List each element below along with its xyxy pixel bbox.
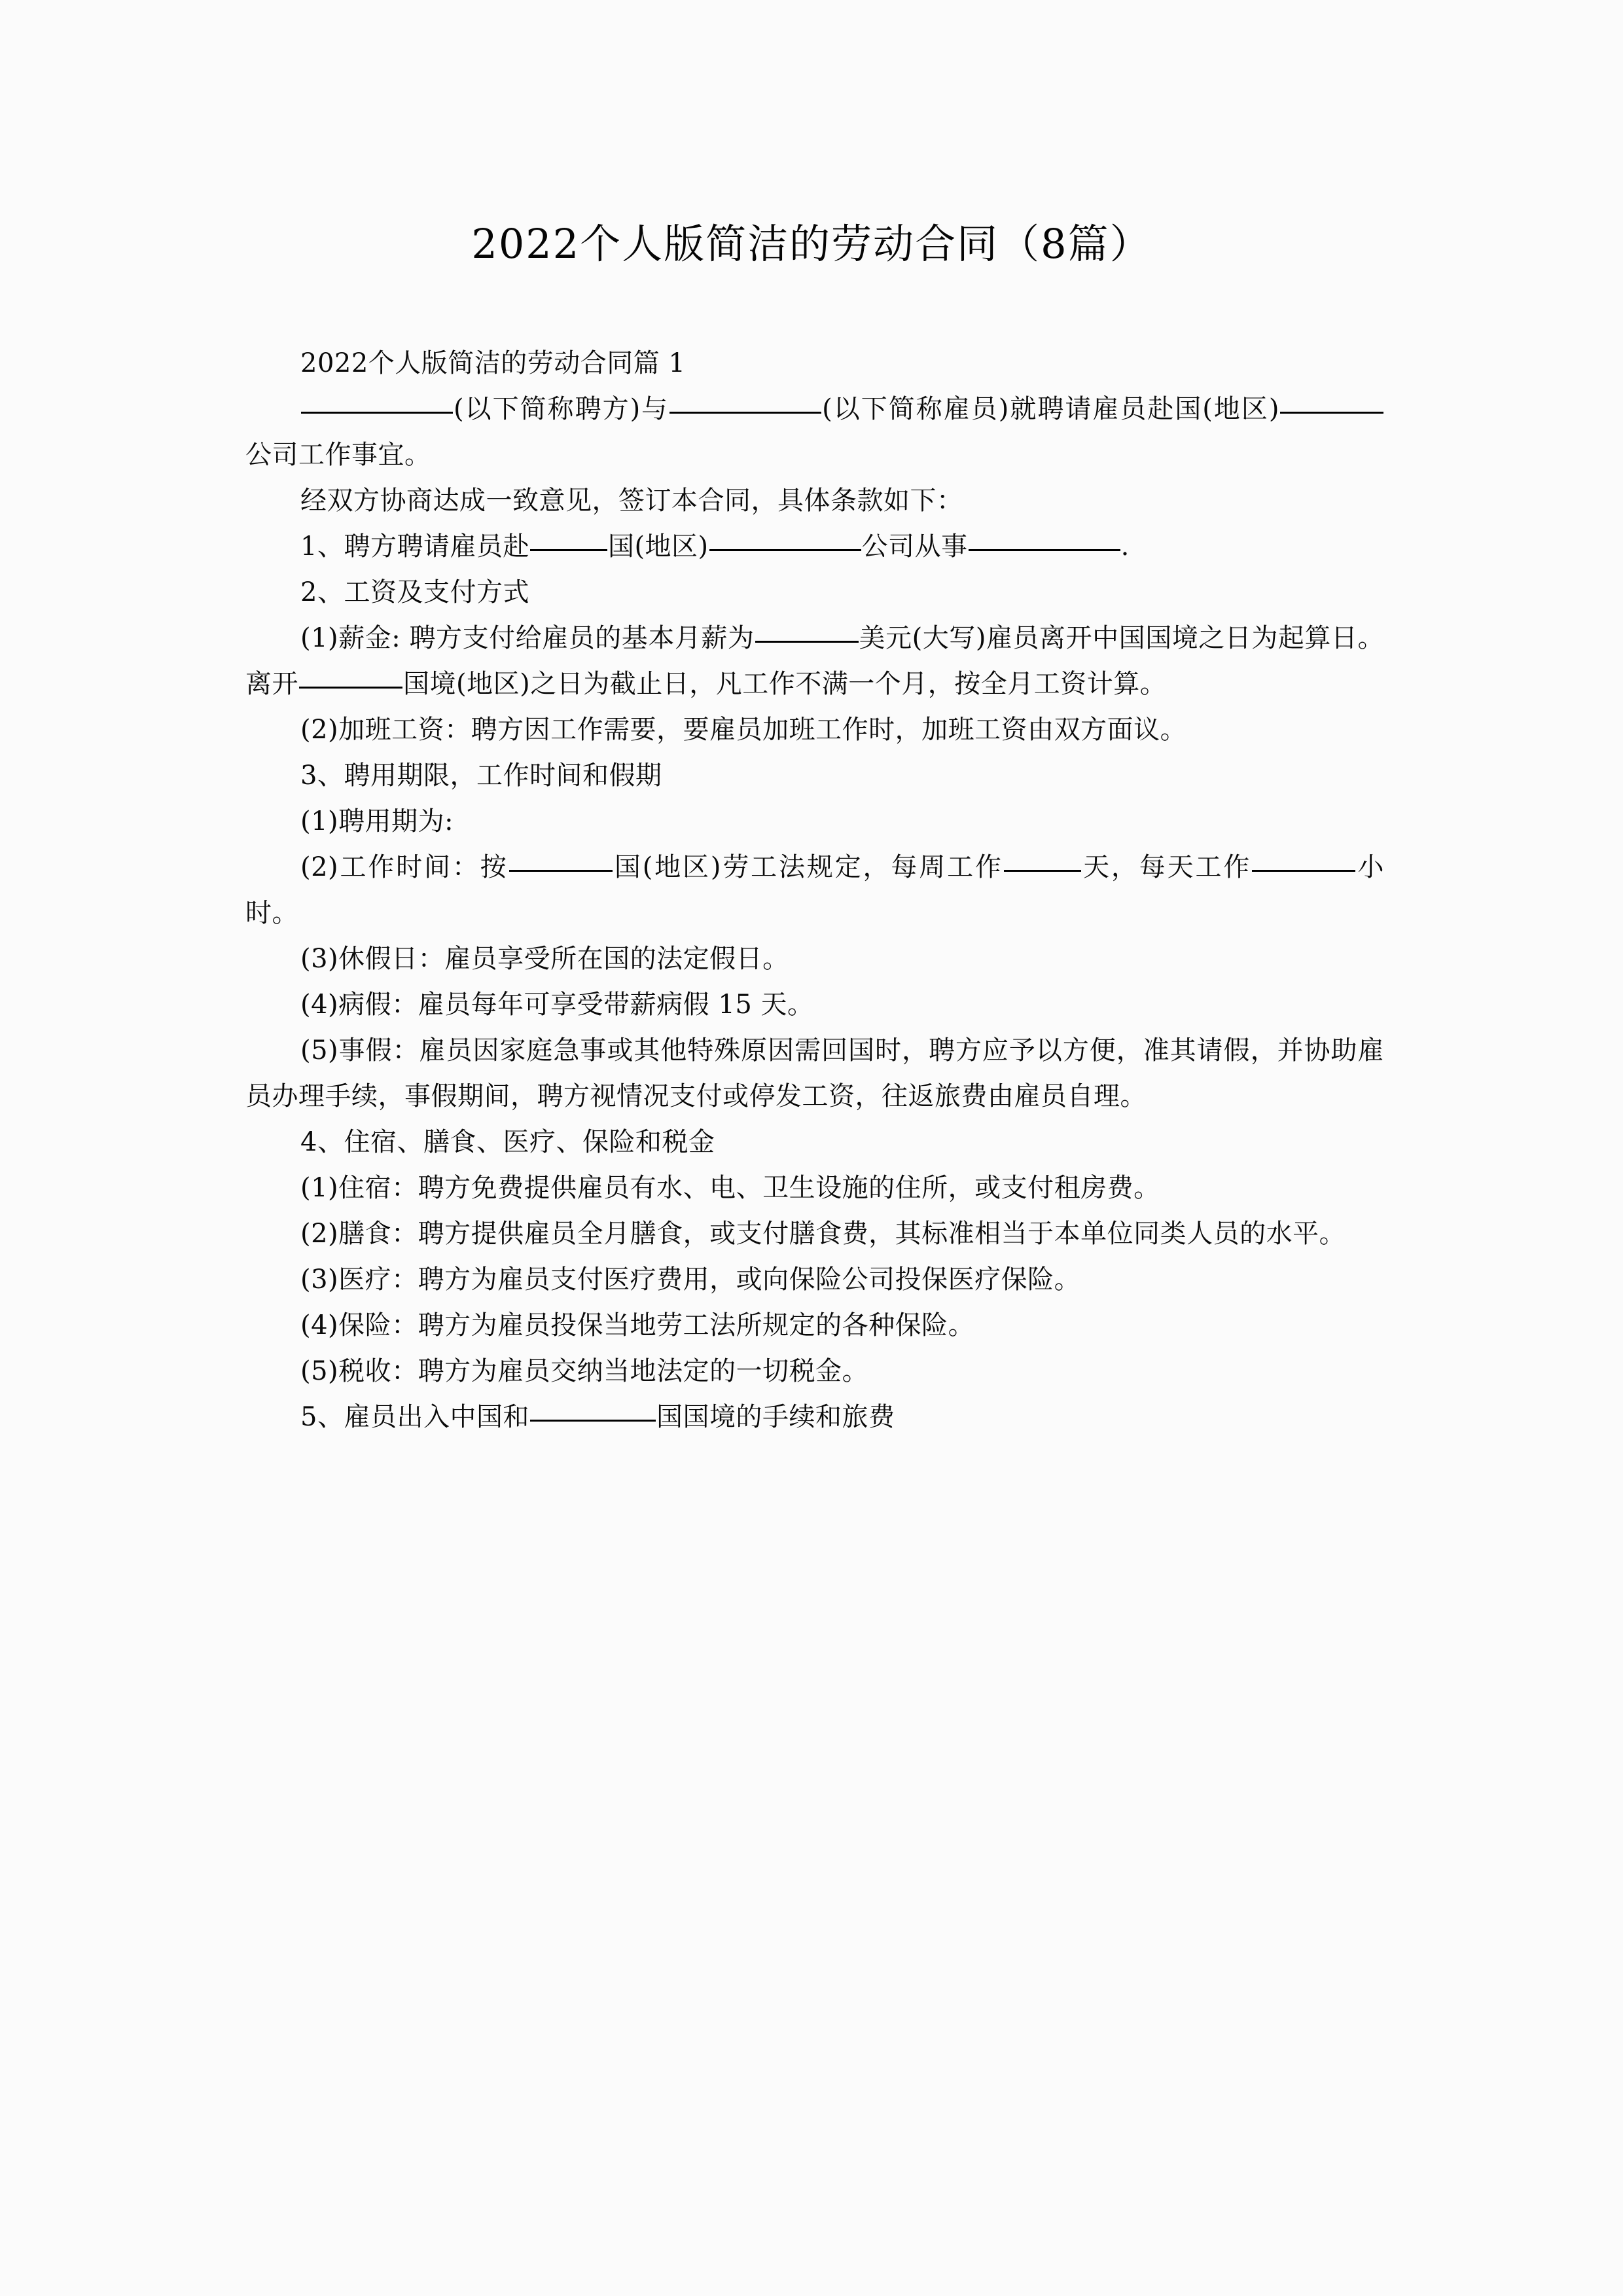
- paragraph-text: (4)保险：聘方为雇员投保当地劳工法所规定的各种保险。: [300, 1310, 975, 1340]
- document-body: [245, 340, 1384, 1440]
- paragraph-clause-3-4: [245, 982, 1384, 1028]
- paragraph-text: (1)聘用期为:: [300, 806, 454, 836]
- paragraph-text: 公司工作事宜。: [245, 440, 431, 470]
- paragraph-text: (2)加班工资：聘方因工作需要，要雇员加班工作时，加班工资由双方面议。: [300, 715, 1187, 745]
- paragraph-clause-2-2: [245, 707, 1384, 753]
- paragraph-clause-4-5: [245, 1348, 1384, 1394]
- paragraph-list: [245, 386, 1384, 1440]
- fill-in-blank[interactable]: [1004, 848, 1081, 872]
- paragraph-text: (5)事假：雇员因家庭急事或其他特殊原因需回国时，聘方应予以方便，准其请假，并协助雇员办理手续，事假期间，聘方视情况支付或停发工资，往返旅费由雇员自理。: [245, 1035, 1384, 1111]
- paragraph-text: (以下简称雇员)就聘请雇员赴国(地区): [822, 394, 1279, 424]
- paragraph-text: 国(地区)劳工法规定，每周工作: [613, 852, 1003, 882]
- paragraph-clause-2-1: [245, 615, 1384, 707]
- paragraph-clause-3-1: [245, 798, 1384, 844]
- fill-in-blank[interactable]: [301, 389, 453, 414]
- paragraph-clause-3-2: [245, 844, 1384, 936]
- paragraph-text: .: [1120, 531, 1130, 562]
- paragraph-text: 国国境的手续和旅费: [656, 1402, 895, 1432]
- paragraph-text: (2)工作时间：按: [300, 852, 508, 882]
- fill-in-blank[interactable]: [709, 527, 861, 551]
- paragraph-text: (5)税收：聘方为雇员交纳当地法定的一切税金。: [300, 1356, 869, 1386]
- section-heading: 2022个人版简洁的劳动合同篇 1: [300, 348, 686, 378]
- paragraph-text: (4)病假：雇员每年可享受带薪病假 15 天。: [300, 990, 814, 1020]
- paragraph-intro-parties: [245, 386, 1384, 478]
- fill-in-blank[interactable]: [299, 664, 402, 689]
- fill-in-blank[interactable]: [969, 527, 1120, 551]
- paragraph-text: 国(地区): [607, 531, 709, 562]
- paragraph-text: 小时。: [245, 852, 1384, 928]
- fill-in-blank[interactable]: [755, 619, 859, 643]
- paragraph-text: 3、聘用期限，工作时间和假期: [300, 761, 662, 791]
- paragraph-clause-4-2: [245, 1211, 1384, 1257]
- paragraph-text: 2、工资及支付方式: [300, 577, 529, 607]
- paragraph-text: (1)住宿：聘方免费提供雇员有水、电、卫生设施的住所，或支付租房费。: [300, 1173, 1160, 1203]
- paragraph-text: (3)医疗：聘方为雇员支付医疗费用，或向保险公司投保医疗保险。: [300, 1265, 1081, 1295]
- paragraph-clause-3-3: [245, 936, 1384, 982]
- paragraph-text: 美元(大写)雇员离开中国国境之日为起算日。离开: [245, 623, 1384, 699]
- paragraph-text: (2)膳食：聘方提供雇员全月膳食，或支付膳食费，其标准相当于本单位同类人员的水平。: [300, 1219, 1346, 1249]
- paragraph-clause-4-3: [245, 1257, 1384, 1302]
- paragraph-agreement-statement: [245, 478, 1384, 524]
- fill-in-blank[interactable]: [669, 389, 821, 414]
- fill-in-blank[interactable]: [530, 527, 607, 551]
- paragraph-text: 5、雇员出入中国和: [300, 1402, 529, 1432]
- paragraph-clause-4-4: [245, 1302, 1384, 1348]
- paragraph-clause-4-1: [245, 1165, 1384, 1211]
- paragraph-clause-3-heading: [245, 753, 1384, 798]
- paragraph-text: 天，每天工作: [1081, 852, 1252, 882]
- paragraph-clause-2-heading: [245, 569, 1384, 615]
- paragraph-clause-4-heading: [245, 1119, 1384, 1165]
- paragraph-text: 4、住宿、膳食、医疗、保险和税金: [300, 1127, 715, 1157]
- paragraph-text: 1、聘方聘请雇员赴: [300, 531, 529, 562]
- paragraph-text: (以下简称聘方)与: [454, 394, 669, 424]
- paragraph-text: 国境(地区)之日为截止日，凡工作不满一个月，按全月工资计算。: [403, 669, 1167, 699]
- paragraph-clause-1: [245, 524, 1384, 569]
- paragraph-text: (3)休假日：雇员享受所在国的法定假日。: [300, 944, 789, 974]
- fill-in-blank[interactable]: [1280, 389, 1383, 414]
- paragraph-clause-5: [245, 1394, 1384, 1440]
- paragraph-text: 公司从事: [861, 531, 968, 562]
- paragraph-text: (1)薪金: 聘方支付给雇员的基本月薪为: [300, 623, 755, 653]
- fill-in-blank[interactable]: [509, 848, 613, 872]
- page-title: 2022个人版简洁的劳动合同（8篇）: [471, 219, 1152, 268]
- paragraph-text: 经双方协商达成一致意见，签订本合同，具体条款如下：: [300, 486, 963, 516]
- fill-in-blank[interactable]: [1252, 848, 1355, 872]
- paragraph-clause-3-5: [245, 1028, 1384, 1119]
- fill-in-blank[interactable]: [530, 1397, 656, 1422]
